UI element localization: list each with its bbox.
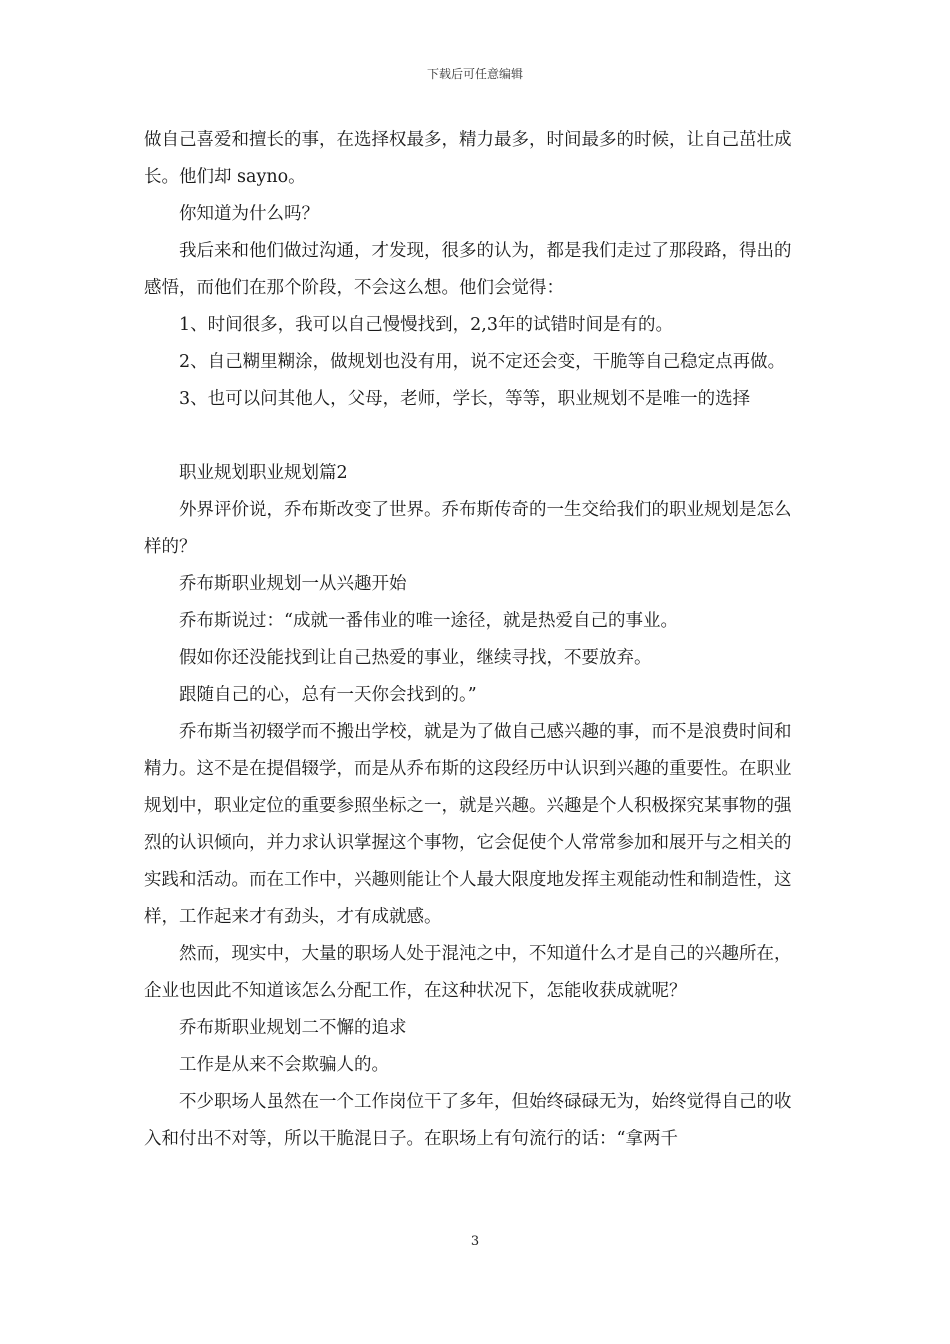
page-header: 下载后可任意编辑: [426, 67, 523, 81]
quote-line: 假如你还没能找到让自己热爱的事业，继续寻找，不要放弃。: [179, 648, 652, 668]
paragraph: 你知道为什么吗？: [179, 204, 319, 224]
document-body: [144, 122, 808, 1158]
list-item-1: 1、时间很多，我可以自己慢慢找到，2,3年的试错时间是有的。: [179, 315, 673, 335]
page-number: 3: [470, 1234, 480, 1249]
paragraph: 工作是从来不会欺骗人的。: [179, 1055, 389, 1075]
paragraph: 不少职场人虽然在一个工作岗位干了多年，但始终碌碌无为，始终觉得自己的收入和付出不对等，所以干脆混日子。在职场上有句流行的话：“拿两千: [144, 1092, 792, 1149]
list-item-3: 3、也可以问其他人，父母，老师，学长，等等，职业规划不是唯一的选择: [179, 389, 751, 409]
list-item-2: 2、自己糊里糊涂，做规划也没有用，说不定还会变，干脆等自己稳定点再做。: [179, 352, 786, 372]
quote-line: 跟随自己的心，总有一天你会找到的。”: [179, 685, 477, 705]
paragraph: 然而，现实中，大量的职场人处于混沌之中，不知道什么才是自己的兴趣所在，企业也因此不知道该怎么分配工作，在这种状况下，怎能收获成就呢？: [144, 944, 792, 1001]
paragraph: 乔布斯当初辍学而不搬出学校，就是为了做自己感兴趣的事，而不是浪费时间和精力。这不是在提倡辍学，而是从乔布斯的这段经历中认识到兴趣的重要性。在职业规划中，职业定位的重要参照坐标之一，就是兴趣。兴趣是个人积极探究某事物的强烈的认识倾向，并力求认识掌握这个事物，它会促使个人常常参加和展开与之相关的实践和活动。而在工作中，兴趣则能让个人最大限度地发挥主观能动性和制造性，这样，工作起来才有劲头，才有成就感。: [144, 722, 792, 927]
paragraph: 我后来和他们做过沟通，才发现，很多的认为，都是我们走过了那段路，得出的感悟，而他们在那个阶段，不会这么想。他们会觉得：: [144, 241, 792, 298]
quote-line: 乔布斯说过：“成就一番伟业的唯一途径，就是热爱自己的事业。: [179, 611, 678, 631]
subheading: 乔布斯职业规划二不懈的追求: [179, 1018, 407, 1038]
paragraph-continued: 做自己喜爱和擅长的事，在选择权最多，精力最多，时间最多的时候，让自己茁壮成长。他们却 sayno。: [144, 130, 792, 187]
paragraph: 外界评价说，乔布斯改变了世界。乔布斯传奇的一生交给我们的职业规划是怎么样的？: [144, 500, 792, 557]
subheading: 乔布斯职业规划一从兴趣开始: [179, 574, 407, 594]
section-heading: 职业规划职业规划篇2: [179, 463, 348, 483]
